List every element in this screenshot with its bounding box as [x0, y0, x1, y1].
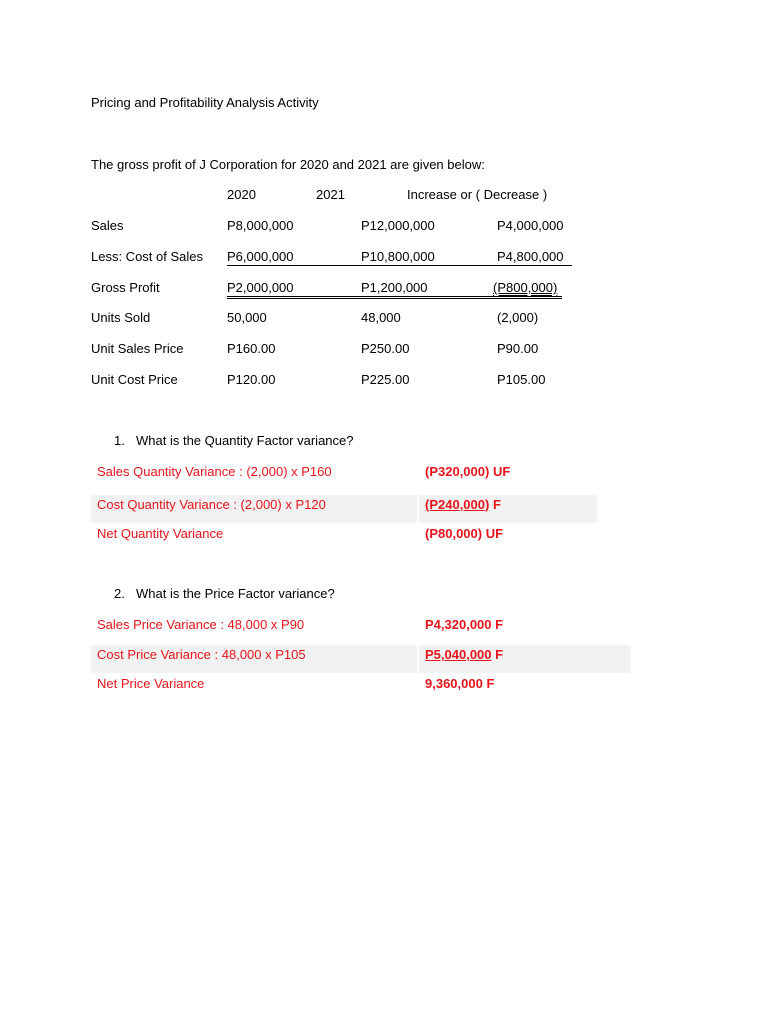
sales-quantity-variance-amount: (P320,000)	[425, 464, 490, 479]
sales-quantity-variance-flag: UF	[489, 464, 511, 479]
document-title: Pricing and Profitability Analysis Activity	[91, 95, 319, 110]
question-2-number: 2.	[114, 586, 125, 601]
question-1-text: What is the Quantity Factor variance?	[136, 433, 354, 448]
net-price-variance-amount: 9,360,000	[425, 676, 483, 691]
sales-change: P4,000,000	[497, 218, 564, 233]
row-label-gross-profit: Gross Profit	[91, 280, 160, 295]
unit-cost-price-2021: P225.00	[361, 372, 410, 387]
units-2021: 48,000	[361, 310, 401, 325]
cost-price-variance-flag: F	[491, 647, 504, 662]
intro-text: The gross profit of J Corporation for 2020 and 2021 are given below:	[91, 157, 485, 172]
cost-2021: P10,800,000	[361, 249, 435, 264]
net-quantity-variance-amount: (P80,000)	[425, 526, 483, 541]
sales-price-variance-label: Sales Price Variance : 48,000 x P90	[97, 617, 305, 632]
net-price-variance-flag: F	[482, 676, 495, 691]
header-2021: 2021	[316, 187, 345, 202]
net-price-variance-value	[425, 676, 494, 692]
net-quantity-variance-flag: UF	[482, 526, 504, 541]
cost-quantity-variance-label: Cost Quantity Variance : (2,000) x P120	[97, 497, 326, 512]
net-quantity-variance-value	[425, 526, 503, 542]
units-change: (2,000)	[497, 310, 539, 325]
sales-price-variance-value	[425, 617, 503, 633]
q1-cell-gap	[417, 495, 419, 523]
unit-sales-price-change: P90.00	[497, 341, 539, 356]
row-label-sales: Sales	[91, 218, 124, 233]
cost-quantity-variance-amount: (P240,000)	[425, 497, 490, 512]
row-label-unit-sales-price: Unit Sales Price	[91, 341, 184, 356]
cost-price-variance-label: Cost Price Variance : 48,000 x P105	[97, 647, 306, 662]
row-label-cost-of-sales: Less: Cost of Sales	[91, 249, 203, 264]
cost-price-variance-amount: P5,040,000	[425, 647, 492, 662]
sales-price-variance-flag: F	[491, 617, 504, 632]
q2-cell-gap	[417, 645, 419, 673]
cost-quantity-variance-value	[425, 497, 501, 513]
sales-quantity-variance-label: Sales Quantity Variance : (2,000) x P160	[97, 464, 332, 479]
net-price-variance-label: Net Price Variance	[97, 676, 205, 691]
gross-profit-change: (P800,000)	[493, 280, 558, 295]
gross-profit-2020: P2,000,000	[227, 280, 294, 295]
gross-profit-2021: P1,200,000	[361, 280, 428, 295]
unit-sales-price-2021: P250.00	[361, 341, 410, 356]
sales-quantity-variance-value	[425, 464, 510, 480]
header-2020: 2020	[227, 187, 256, 202]
cost-quantity-variance-flag: F	[489, 497, 501, 512]
sales-2021: P12,000,000	[361, 218, 435, 233]
unit-cost-price-change: P105.00	[497, 372, 546, 387]
question-1-number: 1.	[114, 433, 125, 448]
header-change: Increase or ( Decrease )	[407, 187, 548, 202]
sales-2020: P8,000,000	[227, 218, 294, 233]
cost-price-variance-value	[425, 647, 503, 663]
sales-price-variance-amount: P4,320,000	[425, 617, 492, 632]
units-2020: 50,000	[227, 310, 267, 325]
cost-change: P4,800,000	[497, 249, 564, 264]
unit-cost-price-2020: P120.00	[227, 372, 276, 387]
unit-sales-price-2020: P160.00	[227, 341, 276, 356]
row-label-unit-cost-price: Unit Cost Price	[91, 372, 178, 387]
row-label-units-sold: Units Sold	[91, 310, 151, 325]
cost-2020: P6,000,000	[227, 249, 294, 264]
question-2-text: What is the Price Factor variance?	[136, 586, 335, 601]
net-quantity-variance-label: Net Quantity Variance	[97, 526, 224, 541]
